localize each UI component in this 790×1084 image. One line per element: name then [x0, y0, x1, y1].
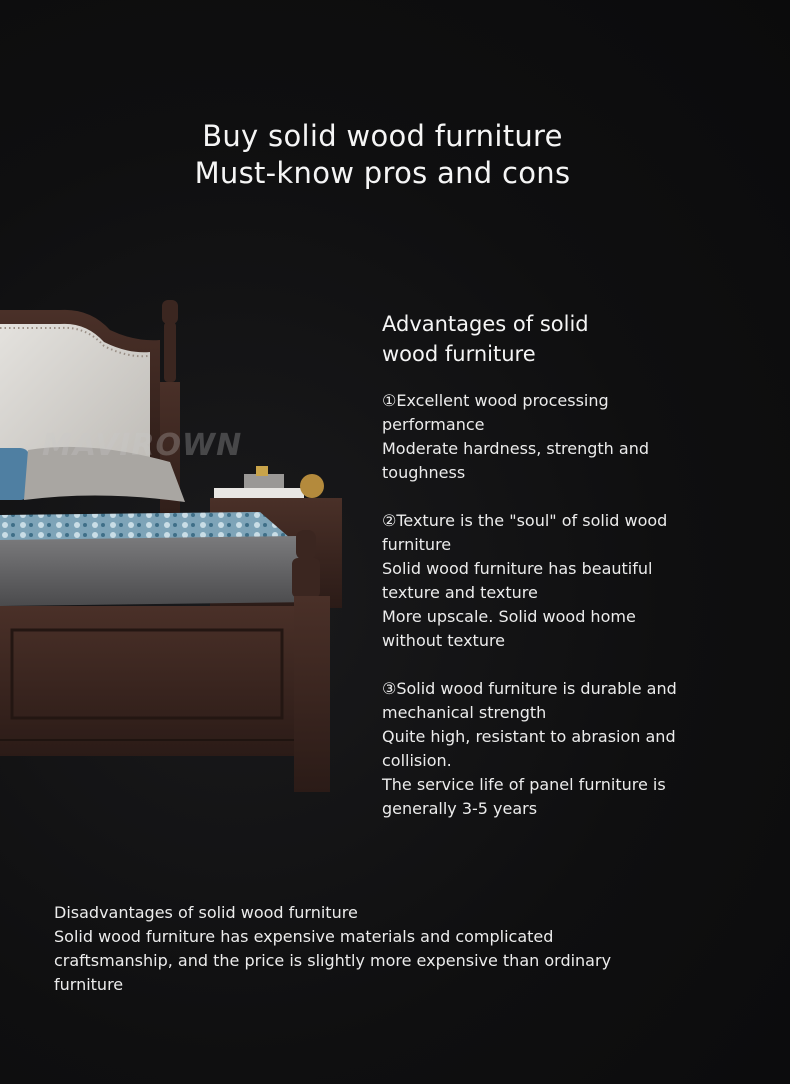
- disadvantages-line: craftsmanship, and the price is slightly more expensive than ordinary: [54, 951, 612, 970]
- disadvantages-title: Disadvantages of solid wood furniture: [54, 903, 358, 922]
- point-line: mechanical strength: [382, 703, 547, 722]
- advantages-section: [382, 309, 772, 845]
- point-line: generally 3-5 years: [382, 799, 538, 818]
- point-line: without texture: [382, 631, 506, 650]
- headline: [0, 118, 765, 192]
- advantage-point-1: [382, 389, 772, 485]
- bed-image: [0, 290, 350, 800]
- point-line: The service life of panel furniture is: [382, 775, 666, 794]
- advantage-point-2: [382, 509, 772, 653]
- advantages-title-line-2: wood furniture: [382, 342, 536, 366]
- point-line: ②Texture is the "soul" of solid wood: [382, 511, 668, 530]
- point-line: Moderate hardness, strength and: [382, 439, 649, 458]
- advantages-title-line-1: Advantages of solid: [382, 312, 589, 336]
- point-line: furniture: [382, 535, 452, 554]
- point-line: ①Excellent wood processing: [382, 391, 609, 410]
- point-line: toughness: [382, 463, 466, 482]
- advantage-point-3: [382, 677, 772, 821]
- point-line: texture and texture: [382, 583, 538, 602]
- disadvantages-section: [54, 901, 754, 997]
- point-line: collision.: [382, 751, 452, 770]
- disadvantages-line: furniture: [54, 975, 124, 994]
- headline-line-2: Must-know pros and cons: [194, 156, 571, 190]
- brand-watermark: MAVIROWN: [42, 428, 243, 463]
- point-line: More upscale. Solid wood home: [382, 607, 636, 626]
- advantages-title: [382, 309, 772, 369]
- disadvantages-line: Solid wood furniture has expensive materials and complicated: [54, 927, 554, 946]
- point-line: Quite high, resistant to abrasion and: [382, 727, 676, 746]
- point-line: ③Solid wood furniture is durable and: [382, 679, 677, 698]
- headline-line-1: Buy solid wood furniture: [202, 119, 563, 153]
- point-line: performance: [382, 415, 485, 434]
- point-line: Solid wood furniture has beautiful: [382, 559, 653, 578]
